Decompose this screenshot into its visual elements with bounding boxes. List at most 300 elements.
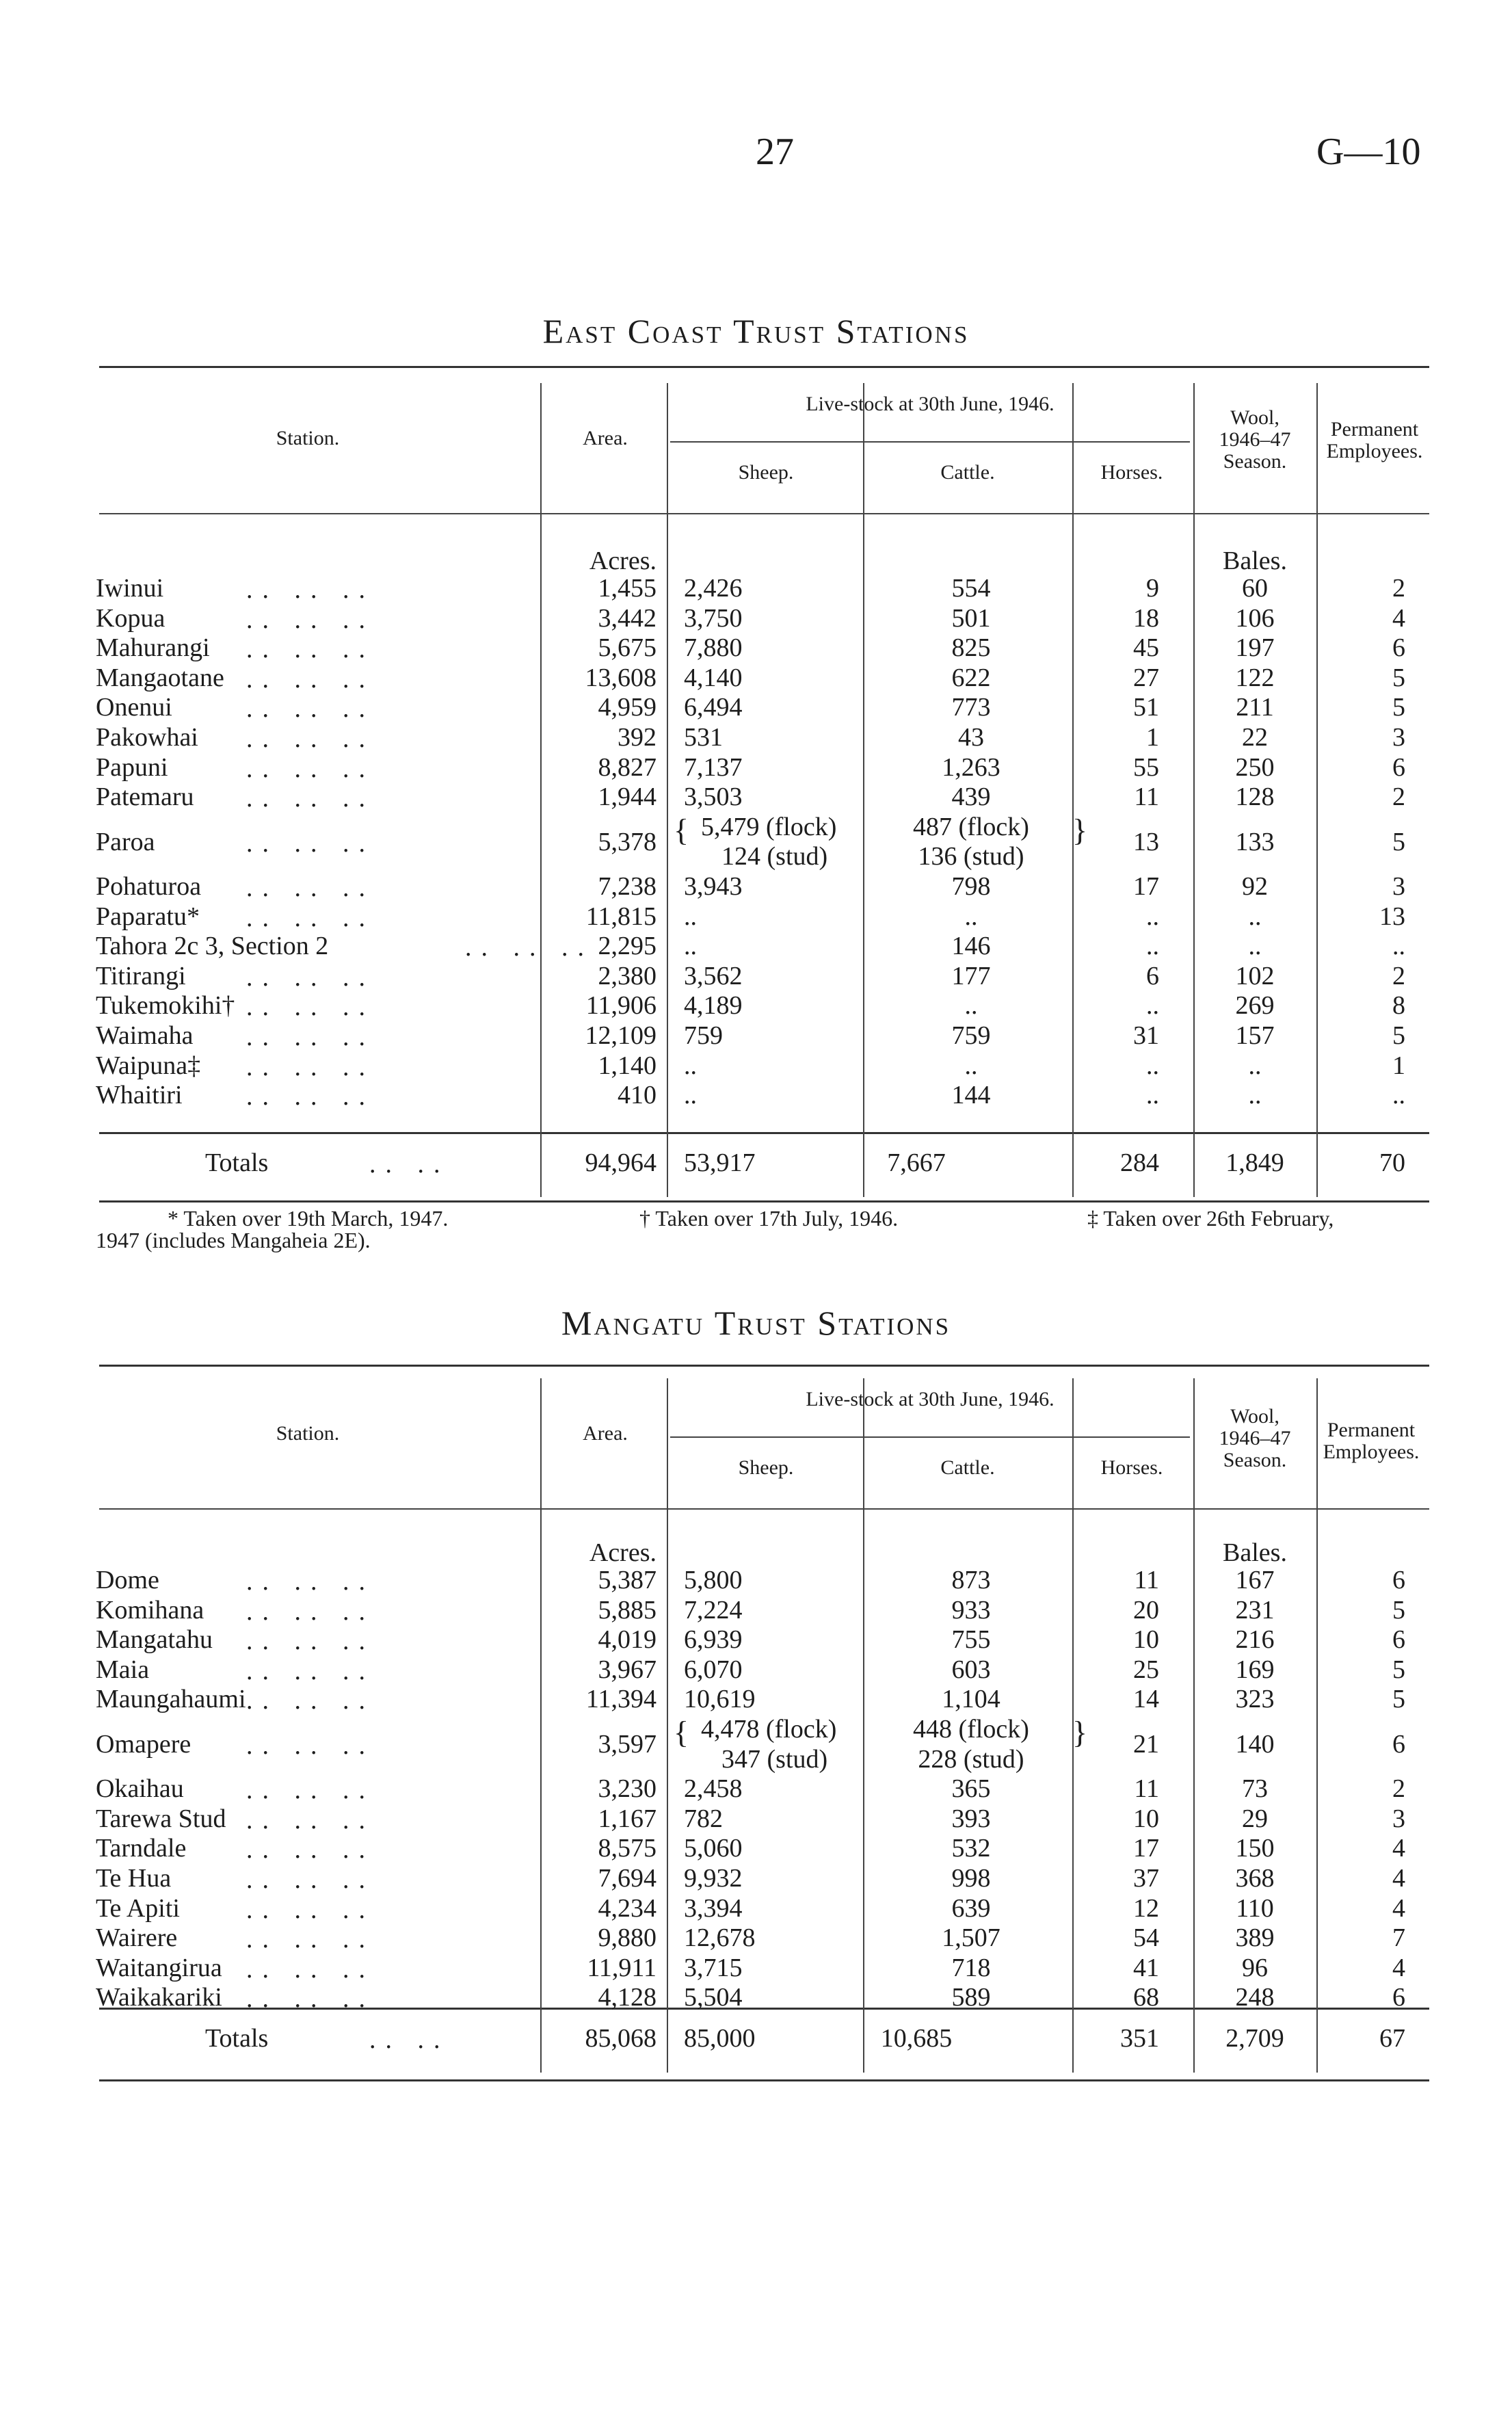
header-cattle: Cattle. xyxy=(940,461,995,484)
sheep-value: 4,189 xyxy=(684,991,743,1021)
unit-bales: Bales. xyxy=(1223,547,1287,575)
wool-value: 269 xyxy=(1235,991,1275,1021)
employees-value: 2 xyxy=(1392,1774,1405,1804)
employees-value: 7 xyxy=(1392,1923,1405,1953)
horses-value: 10 xyxy=(1133,1625,1159,1655)
cattle-stud-value: 228 (stud) xyxy=(918,1744,1024,1774)
leader-dots: .. .. .. xyxy=(246,1805,375,1835)
horses-value: .. xyxy=(1146,902,1159,931)
horses-value: 54 xyxy=(1133,1923,1159,1953)
wool-value: 29 xyxy=(1242,1804,1268,1833)
employees-value: 4 xyxy=(1392,1864,1405,1893)
horses-value: 51 xyxy=(1133,693,1159,722)
sheep-value: 6,939 xyxy=(684,1625,743,1655)
area-value: 4,234 xyxy=(598,1893,656,1923)
cattle-value: 622 xyxy=(951,663,991,692)
station-name: Waikakariki xyxy=(96,1983,222,2012)
leader-dots: .. .. .. xyxy=(246,828,375,858)
leader-dots: .. .. xyxy=(369,2025,450,2054)
column-rule xyxy=(667,383,668,1197)
sheep-value: 531 xyxy=(684,723,723,752)
sheep-value: 5,060 xyxy=(684,1834,743,1863)
area-value: 7,238 xyxy=(598,872,656,901)
wool-value: 102 xyxy=(1235,961,1275,990)
header-horses: Horses. xyxy=(1100,1456,1163,1479)
horses-value: 41 xyxy=(1133,1953,1159,1982)
area-value: 1,944 xyxy=(598,783,656,812)
station-name: Te Hua xyxy=(96,1864,172,1893)
cattle-value: 365 xyxy=(951,1774,991,1804)
wool-value: 167 xyxy=(1235,1566,1275,1594)
horses-value: 14 xyxy=(1133,1685,1159,1714)
leader-dots: .. .. .. xyxy=(246,1835,375,1865)
station-name: Okaihau xyxy=(96,1774,184,1804)
sheep-value: 5,800 xyxy=(684,1566,743,1594)
area-value: 5,885 xyxy=(598,1595,656,1625)
cattle-value: 1,507 xyxy=(942,1923,1000,1953)
area-value: 2,295 xyxy=(598,932,656,961)
sheep-value: 782 xyxy=(684,1804,723,1833)
employees-value: 5 xyxy=(1392,1655,1405,1684)
station-name: Paparatu* xyxy=(96,902,200,931)
wool-value: 122 xyxy=(1235,663,1275,692)
station-name: Pakowhai xyxy=(96,723,198,752)
sheep-flock-value: 5,479 (flock) xyxy=(701,812,837,841)
wool-value: .. xyxy=(1248,932,1262,961)
station-name: Tahora 2c 3, Section 2 xyxy=(96,932,329,961)
horses-value: .. xyxy=(1146,932,1159,961)
wool-value: 389 xyxy=(1235,1923,1275,1953)
column-rule xyxy=(1193,383,1195,1197)
header-cattle: Cattle. xyxy=(940,1456,995,1479)
column-rule xyxy=(1193,1378,1195,2073)
sheep-value: 759 xyxy=(684,1021,723,1050)
unit-acres: Acres. xyxy=(589,547,656,575)
horses-value: .. xyxy=(1146,1051,1159,1080)
header-horses: Horses. xyxy=(1100,461,1163,484)
station-name: Tarewa Stud xyxy=(96,1804,226,1833)
wool-value: 216 xyxy=(1235,1625,1275,1655)
cattle-value: .. xyxy=(964,902,978,931)
employees-value: 2 xyxy=(1392,783,1405,812)
cattle-value: 146 xyxy=(951,932,991,961)
cattle-value: 825 xyxy=(951,633,991,663)
cattle-value: 43 xyxy=(958,723,984,752)
station-name: Mangaotane xyxy=(96,663,224,692)
cattle-flock-value: 448 (flock) xyxy=(913,1715,1029,1744)
header-employees: Permanent Employees. xyxy=(1323,1419,1420,1463)
unit-bales: Bales. xyxy=(1223,1538,1287,1567)
sheep-value: 9,932 xyxy=(684,1864,743,1893)
header-wool: Wool, 1946–47 Season. xyxy=(1219,1405,1291,1471)
employees-value: 1 xyxy=(1392,1051,1405,1080)
employees-value: 4 xyxy=(1392,1893,1405,1923)
area-value: 1,140 xyxy=(598,1051,656,1080)
employees-value: 6 xyxy=(1392,752,1405,782)
sheep-value: .. xyxy=(684,932,697,961)
leader-dots: .. .. .. xyxy=(246,724,375,753)
footnote-2: † Taken over 17th July, 1946. xyxy=(639,1206,899,1231)
employees-value: 3 xyxy=(1392,872,1405,901)
sheep-stud-value: 347 (stud) xyxy=(721,1744,828,1774)
area-value: 5,675 xyxy=(598,633,656,663)
wool-value: 231 xyxy=(1235,1595,1275,1625)
leader-dots: .. .. .. xyxy=(246,1023,375,1051)
area-value: 392 xyxy=(618,723,656,752)
sheep-value: 7,224 xyxy=(684,1595,743,1625)
cattle-value: 144 xyxy=(951,1081,991,1110)
area-value: 9,880 xyxy=(598,1923,656,1953)
cattle-value: 177 xyxy=(951,961,991,990)
station-name: Whaitiri xyxy=(96,1081,183,1110)
leader-dots: .. .. .. xyxy=(246,1567,375,1596)
mangatu-title: Mangatu Trust Stations xyxy=(561,1304,951,1342)
cattle-value: 798 xyxy=(951,872,991,901)
totals-label: Totals xyxy=(205,2024,269,2053)
header-station: Station. xyxy=(276,427,340,449)
header-employees: Permanent Employees. xyxy=(1326,418,1423,462)
area-value: 13,608 xyxy=(585,663,656,692)
station-name: Waitangirua xyxy=(96,1953,222,1982)
unit-acres: Acres. xyxy=(589,1538,656,1567)
leader-dots: .. .. .. xyxy=(246,1082,375,1112)
leader-dots: .. .. .. xyxy=(246,694,375,724)
horses-value: .. xyxy=(1146,991,1159,1021)
wool-value: .. xyxy=(1248,902,1262,931)
employees-value: 5 xyxy=(1392,1021,1405,1050)
total-area: 85,068 xyxy=(585,2024,656,2053)
station-name: Mangatahu xyxy=(96,1625,213,1655)
area-value: 1,167 xyxy=(598,1804,656,1833)
horses-value: 20 xyxy=(1133,1595,1159,1625)
total-horses: 284 xyxy=(1120,1148,1159,1177)
horses-value: 11 xyxy=(1134,783,1159,812)
wool-value: 92 xyxy=(1242,872,1268,901)
leader-dots: .. .. .. xyxy=(246,1954,375,1984)
employees-value: 4 xyxy=(1392,1834,1405,1863)
sheep-value: .. xyxy=(684,1081,697,1110)
leader-dots: .. .. .. xyxy=(246,1865,375,1894)
leader-dots: .. .. .. xyxy=(246,784,375,813)
employees-value: .. xyxy=(1392,932,1405,961)
leader-dots: .. .. .. xyxy=(246,1895,375,1924)
sheep-value: 4,140 xyxy=(684,663,743,692)
cattle-value: 759 xyxy=(951,1021,991,1050)
area-value: 5,387 xyxy=(598,1566,656,1594)
total-wool: 1,849 xyxy=(1225,1148,1284,1177)
area-value: 12,109 xyxy=(585,1021,656,1050)
station-name: Maia xyxy=(96,1655,150,1684)
employees-value: 5 xyxy=(1392,1595,1405,1625)
total-wool: 2,709 xyxy=(1225,2024,1284,2053)
cattle-value: 439 xyxy=(951,783,991,812)
column-rule xyxy=(1072,383,1074,1197)
area-value: 3,230 xyxy=(598,1774,656,1804)
leader-dots: .. .. .. xyxy=(246,1984,375,2014)
header-area: Area. xyxy=(583,1422,628,1445)
brace-icon: } xyxy=(1072,812,1088,847)
wool-value: 197 xyxy=(1235,633,1275,663)
horses-value: 25 xyxy=(1133,1655,1159,1684)
total-employees: 70 xyxy=(1379,1148,1405,1177)
cattle-value: 554 xyxy=(951,574,991,603)
area-value: 11,906 xyxy=(585,991,656,1021)
station-name: Dome xyxy=(96,1566,159,1594)
horses-value: 11 xyxy=(1134,1774,1159,1804)
station-name: Waimaha xyxy=(96,1021,194,1050)
header-livestock: Live-stock at 30th June, 1946. xyxy=(806,1388,1055,1410)
wool-value: 250 xyxy=(1235,752,1275,782)
total-cattle: 10,685 xyxy=(880,2024,953,2053)
employees-value: 6 xyxy=(1392,633,1405,663)
employees-value: 5 xyxy=(1392,663,1405,692)
horses-value: 27 xyxy=(1133,663,1159,692)
sheep-value: 5,504 xyxy=(684,1983,743,2012)
wool-value: 73 xyxy=(1242,1774,1268,1804)
totals-label: Totals xyxy=(205,1148,269,1177)
employees-value: 6 xyxy=(1392,1729,1405,1759)
cattle-value: 718 xyxy=(951,1953,991,1982)
area-value: 11,815 xyxy=(585,902,656,931)
horses-value: 13 xyxy=(1133,827,1159,856)
cattle-value: 1,104 xyxy=(942,1685,1000,1714)
horses-value: 31 xyxy=(1133,1021,1159,1050)
total-sheep: 53,917 xyxy=(684,1148,756,1177)
station-name: Pohaturoa xyxy=(96,872,202,901)
leader-dots: .. .. .. xyxy=(246,1731,375,1760)
horses-value: 37 xyxy=(1133,1864,1159,1893)
sheep-value: 3,562 xyxy=(684,961,743,990)
station-name: Titirangi xyxy=(96,961,186,990)
station-name: Onenui xyxy=(96,693,172,722)
wool-value: 368 xyxy=(1235,1864,1275,1893)
footnote-4: 1947 (includes Mangaheia 2E). xyxy=(96,1228,371,1252)
brace-icon: { xyxy=(674,1715,689,1750)
horses-value: 17 xyxy=(1133,1834,1159,1863)
header-wool: Wool, 1946–47 Season. xyxy=(1219,406,1291,473)
leader-dots: .. .. .. xyxy=(246,605,375,634)
employees-value: 2 xyxy=(1392,961,1405,990)
horses-value: 21 xyxy=(1133,1729,1159,1759)
header-sheep: Sheep. xyxy=(738,1456,794,1479)
station-name: Maungahaumi xyxy=(96,1685,246,1714)
cattle-value: 639 xyxy=(951,1893,991,1923)
cattle-value: 589 xyxy=(951,1983,991,2012)
wool-value: 133 xyxy=(1235,827,1275,856)
horses-value: 9 xyxy=(1146,574,1159,603)
sheep-value: 3,394 xyxy=(684,1893,743,1923)
horses-value: 1 xyxy=(1146,723,1159,752)
cattle-value: .. xyxy=(964,991,978,1021)
brace-icon: } xyxy=(1072,1715,1088,1750)
total-sheep: 85,000 xyxy=(684,2024,756,2053)
page-reference: G—10 xyxy=(1316,131,1421,173)
sheep-value: 7,880 xyxy=(684,633,743,663)
station-name: Wairere xyxy=(96,1923,178,1953)
column-rule xyxy=(863,383,864,1197)
employees-value: 3 xyxy=(1392,1804,1405,1833)
station-name: Kopua xyxy=(96,603,165,633)
leader-dots: .. .. .. xyxy=(246,993,375,1022)
area-value: 4,019 xyxy=(598,1625,656,1655)
leader-dots: .. .. .. xyxy=(246,1656,375,1685)
wool-value: 323 xyxy=(1235,1685,1275,1714)
station-name: Te Apiti xyxy=(96,1893,180,1923)
sheep-value: .. xyxy=(684,902,697,931)
sheep-value: 2,426 xyxy=(684,574,743,603)
station-name: Iwinui xyxy=(96,574,164,603)
area-value: 8,575 xyxy=(598,1834,656,1863)
cattle-value: 998 xyxy=(951,1864,991,1893)
employees-value: .. xyxy=(1392,1081,1405,1110)
employees-value: 2 xyxy=(1392,574,1405,603)
leader-dots: .. .. .. xyxy=(246,903,375,932)
horses-value: 17 xyxy=(1133,872,1159,901)
column-rule xyxy=(1316,383,1318,1197)
horses-value: .. xyxy=(1146,1081,1159,1110)
brace-icon: { xyxy=(674,812,689,847)
wool-value: .. xyxy=(1248,1081,1262,1110)
station-name: Papuni xyxy=(96,752,168,782)
area-value: 3,967 xyxy=(598,1655,656,1684)
sheep-value: 6,494 xyxy=(684,693,743,722)
cattle-value: .. xyxy=(964,1051,978,1080)
area-value: 4,128 xyxy=(598,1983,656,2012)
cattle-stud-value: 136 (stud) xyxy=(918,842,1024,871)
employees-value: 5 xyxy=(1392,1685,1405,1714)
total-cattle: 7,667 xyxy=(887,1148,946,1177)
horses-value: 10 xyxy=(1133,1804,1159,1833)
station-name: Paroa xyxy=(96,827,155,856)
column-rule xyxy=(1316,1378,1318,2073)
horses-value: 11 xyxy=(1134,1566,1159,1594)
area-value: 7,694 xyxy=(598,1864,656,1893)
station-name: Mahurangi xyxy=(96,633,210,663)
sheep-stud-value: 124 (stud) xyxy=(721,842,828,871)
wool-value: 150 xyxy=(1235,1834,1275,1863)
employees-value: 6 xyxy=(1392,1566,1405,1594)
employees-value: 4 xyxy=(1392,603,1405,633)
footnote-1: * Taken over 19th March, 1947. xyxy=(168,1206,449,1231)
wool-value: 128 xyxy=(1235,783,1275,812)
horses-value: 6 xyxy=(1146,961,1159,990)
wool-value: 157 xyxy=(1235,1021,1275,1050)
cattle-value: 1,263 xyxy=(942,752,1000,782)
area-value: 11,394 xyxy=(585,1685,656,1714)
leader-dots: .. .. .. xyxy=(246,664,375,694)
wool-value: .. xyxy=(1248,1051,1262,1080)
area-value: 410 xyxy=(618,1081,656,1110)
sheep-value: 6,070 xyxy=(684,1655,743,1684)
wool-value: 22 xyxy=(1242,723,1268,752)
cattle-value: 501 xyxy=(951,603,991,633)
horses-value: 55 xyxy=(1133,752,1159,782)
wool-value: 248 xyxy=(1235,1983,1275,2012)
area-value: 3,442 xyxy=(598,603,656,633)
employees-value: 13 xyxy=(1379,902,1405,931)
header-area: Area. xyxy=(583,427,628,449)
wool-value: 106 xyxy=(1235,603,1275,633)
cattle-value: 933 xyxy=(951,1595,991,1625)
leader-dots: .. .. .. xyxy=(246,1776,375,1805)
leader-dots: .. .. .. xyxy=(246,1596,375,1626)
header-station: Station. xyxy=(276,1422,340,1445)
east-coast-title: East Coast Trust Stations xyxy=(542,312,970,350)
area-value: 5,378 xyxy=(598,827,656,856)
header-livestock: Live-stock at 30th June, 1946. xyxy=(806,393,1055,415)
cattle-value: 773 xyxy=(951,693,991,722)
horses-value: 68 xyxy=(1133,1983,1159,2012)
sheep-value: .. xyxy=(684,1051,697,1080)
footnote-3: ‡ Taken over 26th February, xyxy=(1087,1206,1334,1231)
employees-value: 5 xyxy=(1392,693,1405,722)
employees-value: 4 xyxy=(1392,1953,1405,1982)
total-employees: 67 xyxy=(1379,2024,1405,2053)
wool-value: 60 xyxy=(1242,574,1268,603)
cattle-value: 873 xyxy=(951,1566,991,1594)
wool-value: 96 xyxy=(1242,1953,1268,1982)
horses-value: 12 xyxy=(1133,1893,1159,1923)
employees-value: 5 xyxy=(1392,827,1405,856)
employees-value: 6 xyxy=(1392,1983,1405,2012)
station-name: Komihana xyxy=(96,1595,204,1625)
leader-dots: .. .. .. xyxy=(246,962,375,992)
cattle-value: 532 xyxy=(951,1834,991,1863)
horses-value: 18 xyxy=(1133,603,1159,633)
leader-dots: .. .. .. xyxy=(246,1052,375,1081)
sheep-flock-value: 4,478 (flock) xyxy=(701,1715,837,1744)
employees-value: 3 xyxy=(1392,723,1405,752)
cattle-flock-value: 487 (flock) xyxy=(913,812,1029,841)
leader-dots: .. .. .. xyxy=(246,873,375,902)
leader-dots: .. .. .. xyxy=(246,1627,375,1656)
station-name: Tukemokihi† xyxy=(96,991,235,1021)
sheep-value: 3,943 xyxy=(684,872,743,901)
employees-value: 8 xyxy=(1392,991,1405,1021)
sheep-value: 3,715 xyxy=(684,1953,743,1982)
leader-dots: .. .. .. xyxy=(246,575,375,604)
leader-dots: .. .. .. xyxy=(246,1686,375,1716)
leader-dots: .. .. .. xyxy=(246,754,375,783)
wool-value: 211 xyxy=(1236,693,1274,722)
area-value: 1,455 xyxy=(598,574,656,603)
wool-value: 110 xyxy=(1236,1893,1274,1923)
page-number: 27 xyxy=(756,131,794,173)
wool-value: 140 xyxy=(1235,1729,1275,1759)
employees-value: 6 xyxy=(1392,1625,1405,1655)
sheep-value: 3,750 xyxy=(684,603,743,633)
total-horses: 351 xyxy=(1120,2024,1159,2053)
sheep-value: 7,137 xyxy=(684,752,743,782)
sheep-value: 10,619 xyxy=(684,1685,756,1714)
sheep-value: 12,678 xyxy=(684,1923,756,1953)
area-value: 4,959 xyxy=(598,693,656,722)
station-name: Tarndale xyxy=(96,1834,187,1863)
station-name: Omapere xyxy=(96,1729,191,1759)
cattle-value: 755 xyxy=(951,1625,991,1655)
station-name: Patemaru xyxy=(96,783,194,812)
header-sheep: Sheep. xyxy=(738,461,794,484)
total-area: 94,964 xyxy=(585,1148,656,1177)
station-name: Waipuna‡ xyxy=(96,1051,201,1080)
wool-value: 169 xyxy=(1235,1655,1275,1684)
leader-dots: .. .. .. xyxy=(246,1925,375,1954)
area-value: 2,380 xyxy=(598,961,656,990)
column-rule xyxy=(667,1378,668,2073)
area-value: 8,827 xyxy=(598,752,656,782)
area-value: 11,911 xyxy=(587,1953,656,1982)
horses-value: 45 xyxy=(1133,633,1159,663)
